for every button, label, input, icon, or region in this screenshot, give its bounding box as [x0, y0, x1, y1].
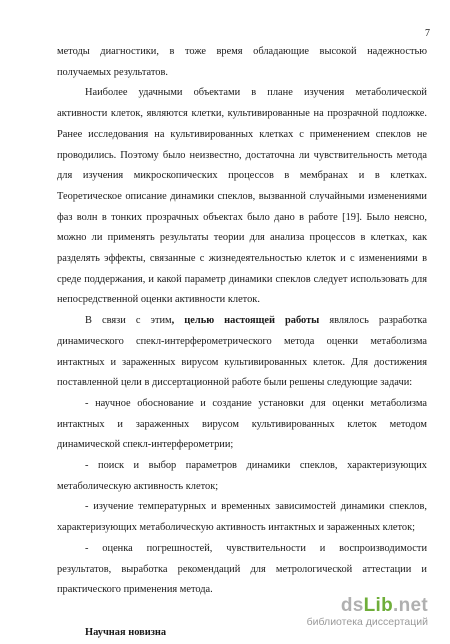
- paragraph-intro: методы диагностики, в тоже время обладающие высокой надежностью получаемых результатов.: [57, 46, 427, 78]
- goal-prefix: В связи с этим: [85, 315, 172, 327]
- section-heading: Научная новизна: [85, 626, 167, 638]
- goal-suffix: являлось разработка динамического спекл-интерферометрического метода оценки метаболизма интактных и зараженных вирусом культивированных клеток. Для достижения поставленной цели в диссертационной работе были решены следующие задачи:: [57, 315, 427, 389]
- paragraph-objects: Наиболее удачными объектами в плане изучения метаболической активности клеток, являются клетки, культивированные на прозрачной подложке. Ранее исследования на культивированных клетках с применением спеклов не проводились. Поэтому было неизвестно, достаточна ли чувствительность метода для изучения микроскопических процессов в мембранах и в клетках. Теоретическое описание динамики спеклов, вызванной случайными изменениями фаз волн в тонких прозрачных объектах было дано в работе [19]. Было неясно, можно ли применять результаты теории для анализа процессов в клетках, как разделять эффекты, связанные с жизнедеятельностью клеток и с изменениями в среде поддержания, и какой параметр динамики спеклов следует использовать для непосредственной оценки активности клеток.: [57, 87, 427, 306]
- page-number: 7: [425, 28, 430, 39]
- task-item: - научное обоснование и создание установки для оценки метаболизма интактных и зараженных вирусом культивированных клеток методом динамической спекл-интерферометрии;: [57, 397, 427, 451]
- watermark-subtitle: библиотека диссертаций: [306, 616, 428, 628]
- paragraph-goal: [57, 311, 427, 394]
- task-item: - оценка погрешностей, чувствительности и воспроизводимости результатов, выработка рекомендаций для метрологической аттестации и практического применения метода.: [57, 542, 427, 596]
- watermark-logo: dsLib.net: [340, 595, 428, 616]
- goal-bold: , целью настоящей работы: [171, 315, 320, 327]
- task-item: - изучение температурных и временных зависимостей динамики спеклов, характеризующих метаболическую активность интактных и зараженных клеток;: [57, 501, 427, 534]
- task-item: - поиск и выбор параметров динамики спеклов, характеризующих метаболическую активность клеток;: [57, 460, 427, 492]
- watermark: [307, 596, 428, 629]
- document-body: [57, 42, 427, 644]
